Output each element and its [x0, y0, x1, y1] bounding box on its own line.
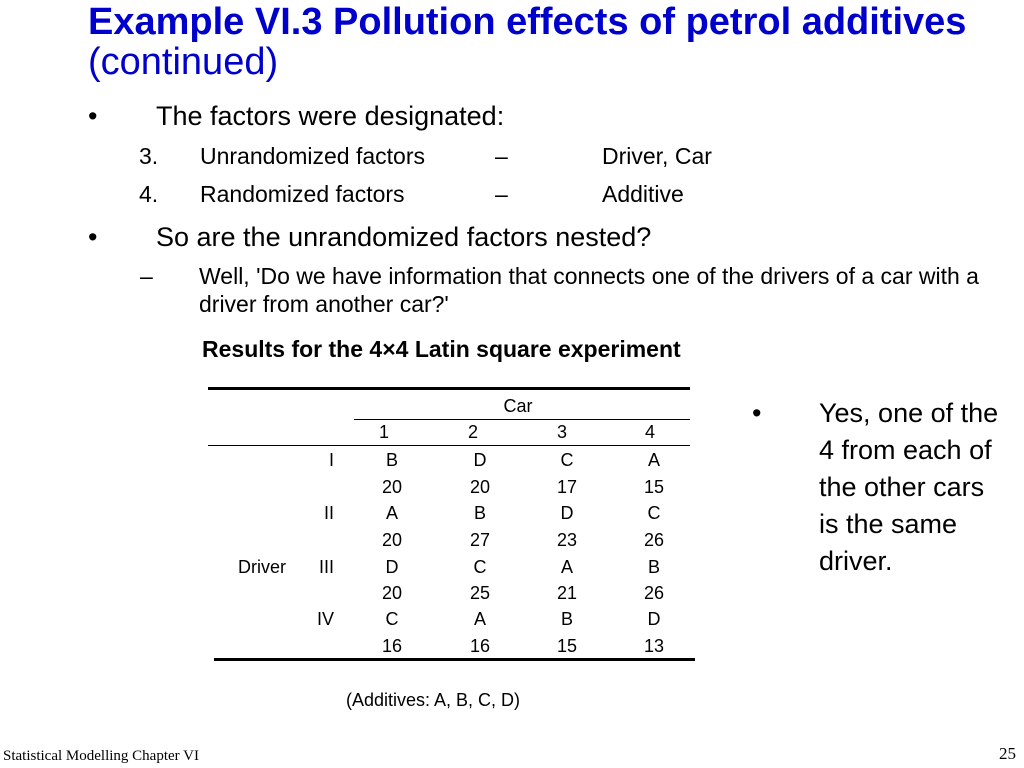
additive-cell: A [560, 557, 573, 577]
slide-title-main: Example VI.3 Pollution effects of petrol additives [88, 1, 967, 43]
bullet-text: So are the unrandomized factors nested? [156, 222, 652, 252]
item-number: 4. [139, 181, 159, 207]
car-number: 2 [467, 422, 478, 442]
item-number: 3. [139, 143, 159, 169]
driver-label: I [328, 450, 334, 470]
additive-cell: B [647, 557, 660, 577]
value-cell: 26 [643, 583, 665, 603]
additive-cell: D [560, 503, 574, 523]
value-cell: 15 [556, 636, 578, 656]
value-cell: 13 [643, 636, 665, 656]
additive-cell: D [473, 450, 487, 470]
car-number: 4 [644, 422, 655, 442]
value-cell: 27 [469, 530, 491, 550]
value-cell: 20 [381, 477, 403, 497]
table-top-rule [208, 387, 690, 390]
value-cell: 16 [381, 636, 403, 656]
value-cell: 25 [469, 583, 491, 603]
driver-label: III [318, 557, 334, 577]
table-bottom-rule [214, 658, 695, 661]
bullet-mark: • [752, 398, 762, 428]
additives-note: (Additives: A, B, C, D) [346, 690, 521, 710]
driver-label: IV [316, 609, 334, 629]
additive-cell: D [385, 557, 399, 577]
additive-cell: A [385, 503, 398, 523]
footer-text: Statistical Modelling Chapter VI [3, 748, 199, 764]
item-label: Unrandomized factors [200, 143, 425, 169]
car-number: 3 [556, 422, 567, 442]
car-number: 1 [378, 422, 389, 442]
additive-cell: C [647, 503, 661, 523]
right-note-text: Yes, one of the 4 from each of the other cars is the same driver. [819, 398, 999, 576]
value-cell: 17 [556, 477, 578, 497]
bullet-mark: • [88, 101, 98, 131]
value-cell: 15 [643, 477, 665, 497]
value-cell: 20 [469, 477, 491, 497]
additive-cell: B [560, 609, 573, 629]
additive-cell: D [647, 609, 661, 629]
driver-header: Driver [238, 557, 286, 577]
value-cell: 20 [381, 530, 403, 550]
item-label: Randomized factors [200, 181, 405, 207]
value-cell: 23 [556, 530, 578, 550]
slide-title-continued: (continued) [88, 41, 279, 83]
additive-cell: C [473, 557, 487, 577]
dash-mark: – [140, 263, 153, 289]
driver-label: II [323, 503, 334, 523]
item-dash: – [495, 143, 508, 169]
item-value: Additive [602, 181, 684, 207]
table-caption: Results for the 4×4 Latin square experiment [202, 336, 681, 362]
value-cell: 26 [643, 530, 665, 550]
slide-title [88, 2, 988, 82]
value-cell: 21 [556, 583, 578, 603]
additive-cell: C [560, 450, 574, 470]
additive-cell: C [385, 609, 399, 629]
additive-cell: B [385, 450, 398, 470]
value-cell: 16 [469, 636, 491, 656]
additive-cell: A [647, 450, 660, 470]
car-header-rule [354, 419, 690, 420]
bullet-text: The factors were designated: [156, 101, 505, 131]
item-dash: – [495, 181, 508, 207]
additive-cell: B [473, 503, 486, 523]
bullet-mark: • [88, 222, 98, 252]
car-header: Car [503, 396, 533, 416]
page-number: 25 [999, 744, 1016, 763]
additive-cell: A [473, 609, 486, 629]
column-header-rule [208, 445, 690, 446]
item-value: Driver, Car [602, 143, 712, 169]
sub-bullet-text: Well, 'Do we have information that connects one of the drivers of a car with a driver from another car?' [199, 263, 979, 317]
value-cell: 20 [381, 583, 403, 603]
